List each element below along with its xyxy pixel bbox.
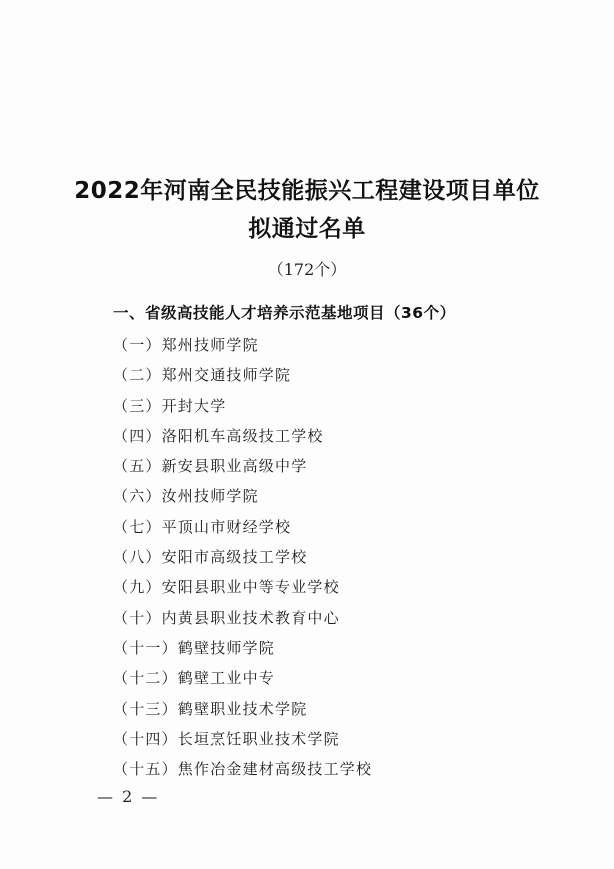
- list-item: （七）平顶山市财经学校: [113, 517, 292, 536]
- list-item: （一）郑州技师学院: [113, 336, 259, 354]
- list-item: （三）开封大学: [113, 396, 227, 415]
- section-heading: 一、省级高技能人才培养示范基地项目（36个）: [113, 304, 456, 322]
- list-item: （十四）长垣烹饪职业技术学院: [113, 729, 340, 748]
- list-item: （十二）鹤壁工业中专: [113, 669, 276, 688]
- unit-list: [113, 330, 372, 784]
- list-item: （二）郑州交通技师学院: [113, 366, 292, 385]
- list-item: （九）安阳县职业中等专业学校: [113, 578, 340, 597]
- list-item: （五）新安县职业高级中学: [113, 457, 308, 476]
- list-item: （六）汝州技师学院: [113, 487, 259, 506]
- list-item: （十五）焦作冶金建材高级技工学校: [113, 760, 373, 779]
- document-title-line2: 拟通过名单: [248, 216, 366, 242]
- total-count: （172个）: [267, 260, 347, 279]
- list-item: （十三）鹤壁职业技术学院: [113, 699, 308, 718]
- list-item: （十）内黄县职业技术教育中心: [113, 608, 340, 627]
- list-item: （十一）鹤壁技师学院: [113, 638, 276, 657]
- list-item: （八）安阳市高级技工学校: [113, 548, 308, 567]
- document-title-line1: 2022年河南全民技能振兴工程建设项目单位: [74, 178, 540, 204]
- list-item: （四）洛阳机车高级技工学校: [113, 426, 324, 445]
- page-number: — 2 —: [97, 787, 160, 806]
